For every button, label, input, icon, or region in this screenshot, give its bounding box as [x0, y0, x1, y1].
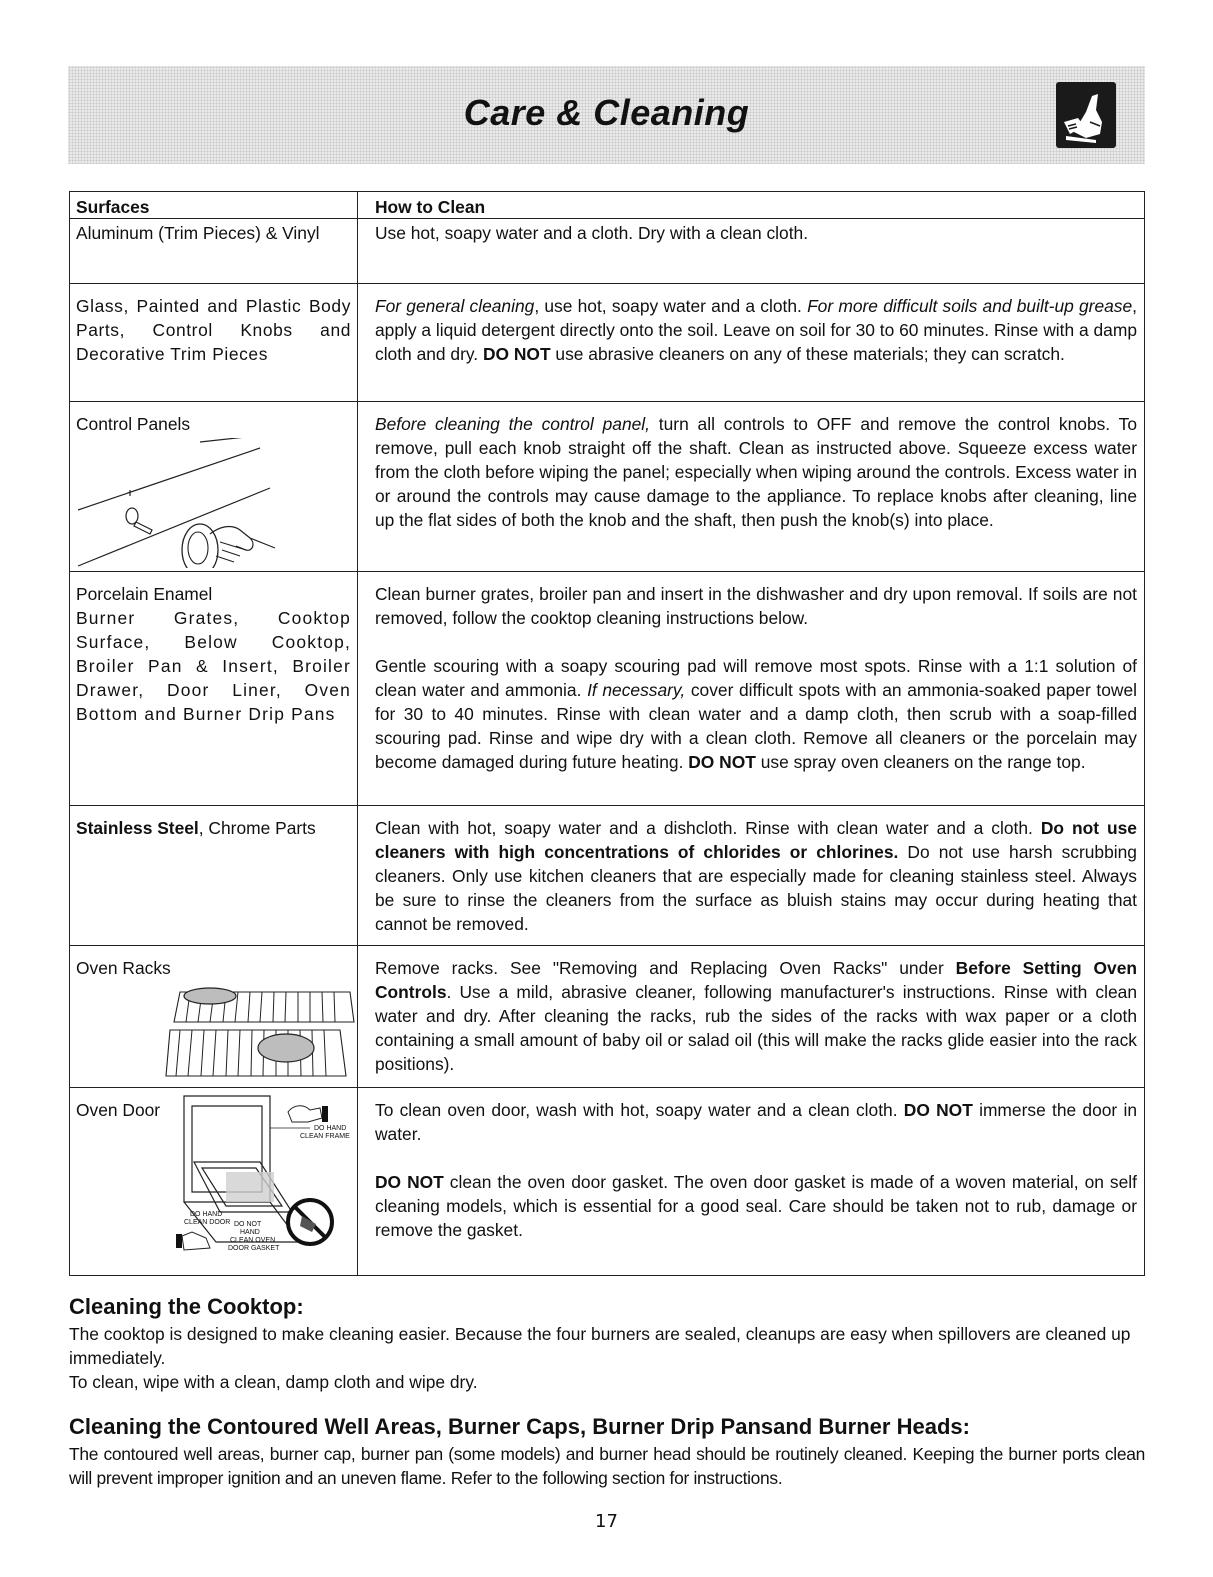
page-title: Care & Cleaning — [463, 92, 750, 133]
table-row — [70, 1088, 1145, 1276]
page-header-banner — [68, 66, 1145, 164]
surface-cell: Oven Racks — [76, 958, 171, 978]
how-to-clean-header: How to Clean — [358, 192, 1145, 219]
how-cell: Clean burner grates, broiler pan and insert in the dishwasher and dry upon removal. If soils are not removed, follow the cooktop cleaning instructions below. Gentle scouring with a soapy scouring pad will remove most spots. Rinse with a 1:1 solution of clean water and ammonia. If necessary, cover difficult spots with an ammonia-soaked paper towel for 30 to 40 minutes. Rinse with clean water and a damp cloth, then scrub with a soap-filled scouring pad. Rinse and wipe dry with a clean cloth. Remove all cleaners or the porcelain may become damaged during future heating. DO NOT use spray oven cleaners on the range top. — [375, 584, 1138, 772]
care-table — [69, 191, 1145, 1276]
surface-cell — [70, 572, 357, 726]
how-cell: To clean oven door, wash with hot, soapy water and a clean cloth. DO NOT immerse the door in water. DO NOT clean the oven door gasket. The oven door gasket is made of a woven material, on self cleaning models, which is essential for a good seal. Care should be taken not to rub, damage or remove the gasket. — [375, 1100, 1138, 1240]
svg-text:HAND: HAND — [240, 1229, 260, 1236]
table-row — [70, 284, 1145, 402]
oven-racks-illustration — [70, 982, 357, 1080]
how-cell: Clean with hot, soapy water and a dishcloth. Rinse with clean water and a cloth. Do not use cleaners with high concentrations of chlorides or chlorines. Do not use harsh scrubbing cleaners. Only use kitchen cleaners that are especially made for cleaning stainless steel. Always be sure to rinse the cleaners from the surface as bluish stains may occur during heating that cannot be removed. — [375, 818, 1137, 934]
how-cell: Remove racks. See "Removing and Replacing Oven Racks" under Before Setting Oven Controls. Use a mild, abrasive cleaner, following manufacturer's instructions. Rinse with clean water and dry. After cleaning the racks, rub the sides of the racks with wax paper or a cloth containing a small amount of baby oil or salad oil (this will make the racks glide easier into the rack positions). — [375, 958, 1137, 1074]
table-row — [70, 946, 1145, 1088]
svg-text:CLEAN DOOR: CLEAN DOOR — [184, 1219, 231, 1226]
svg-text:DO NOT: DO NOT — [234, 1221, 262, 1228]
control-knob-removal-illustration — [70, 438, 357, 568]
svg-text:DO HAND: DO HAND — [314, 1125, 347, 1132]
svg-text:DO HAND: DO HAND — [190, 1211, 223, 1218]
table-row — [70, 402, 1145, 572]
page-number: 17 — [595, 1511, 618, 1532]
svg-text:CLEAN FRAME: CLEAN FRAME — [300, 1133, 350, 1140]
cooktop-paragraph-2: To clean, wipe with a clean, damp cloth and wipe dry. — [69, 1372, 478, 1392]
how-cell: Use hot, soapy water and a cloth. Dry with a clean cloth. — [375, 223, 809, 243]
table-row — [70, 219, 1145, 284]
surface-title: Porcelain Enamel — [76, 584, 213, 604]
how-cell: For general cleaning, use hot, soapy water and a cloth. For more difficult soils and built-up grease, apply a liquid detergent directly onto the soil. Leave on soil for 30 to 60 minutes. Rinse with a damp cloth and dry. DO NOT use abrasive cleaners on any of these materials; they can scratch. — [375, 296, 1138, 364]
cooktop-paragraph-1: The cooktop is designed to make cleaning easier. Because the four burners are sealed, cleanups are easy when spillovers are cleaned up immediately. — [69, 1324, 1131, 1368]
surface-list: Burner Grates, Cooktop Surface, Below Cooktop, Broiler Pan & Insert, Broiler Drawer, Door Liner, Oven Bottom and Burner Drip Pans — [76, 608, 351, 724]
table-header-row — [70, 192, 1145, 219]
table-row — [70, 806, 1145, 946]
table-row — [70, 572, 1145, 806]
surface-cell: Glass, Painted and Plastic Body Parts, Control Knobs and Decorative Trim Pieces — [76, 296, 351, 364]
cleaning-hand-icon — [1056, 82, 1116, 148]
surface-cell: Control Panels — [76, 414, 191, 434]
surface-cell: Oven Door — [76, 1100, 161, 1120]
svg-text:DOOR GASKET: DOOR GASKET — [228, 1245, 280, 1252]
surfaces-header: Surfaces — [70, 192, 358, 219]
wells-heading: Cleaning the Contoured Well Areas, Burner Caps, Burner Drip Pansand Burner Heads: — [69, 1414, 970, 1439]
oven-door-gasket-illustration — [170, 1092, 355, 1272]
svg-text:CLEAN OVEN: CLEAN OVEN — [230, 1237, 276, 1244]
cooktop-heading: Cleaning the Cooktop: — [69, 1294, 304, 1319]
wells-paragraph: The contoured well areas, burner cap, burner pan (some models) and burner head should be routinely cleaned. Keeping the burner ports clean will prevent improper ignition and an uneven flame. Refer to the following section for instructions. — [69, 1444, 1145, 1488]
how-cell: Before cleaning the control panel, turn all controls to OFF and remove the control knobs. To remove, pull each knob straight off the shaft. Clean as instructed above. Squeeze excess water from the cloth before wiping the panel; especially when wiping around the controls. Excess water in or around the controls may cause damage to the appliance. To replace knobs after cleaning, line up the flat sides of both the knob and the shaft, then push the knob(s) into place. — [375, 414, 1137, 530]
surface-cell: Stainless Steel, Chrome Parts — [76, 818, 316, 838]
surface-cell: Aluminum (Trim Pieces) & Vinyl — [76, 223, 320, 243]
